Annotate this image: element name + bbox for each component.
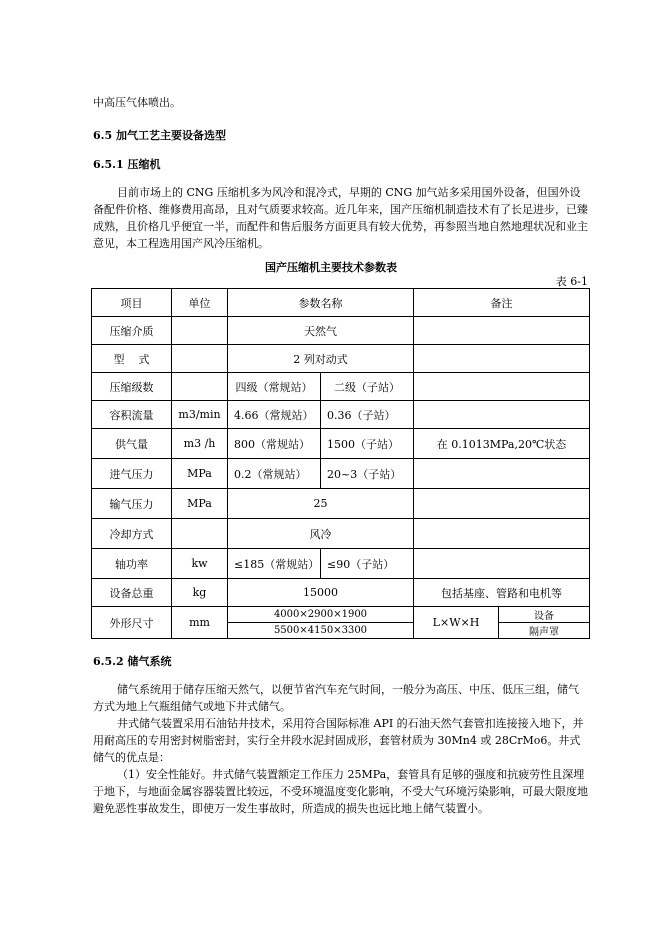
row-param: 25 — [228, 489, 414, 519]
table-title: 国产压缩机主要技术参数表 — [265, 261, 397, 274]
row-param-2: 1500（子站） — [321, 429, 414, 459]
row-item: 外形尺寸 — [92, 607, 172, 639]
row-note-bottom: 隔声罩 — [499, 623, 590, 639]
row-note-top: 设备 — [499, 607, 590, 623]
table-header-row — [92, 289, 590, 317]
row-unit: kg — [172, 579, 228, 607]
table-row — [92, 607, 590, 623]
header-cell: 参数名称 — [228, 289, 414, 317]
header-cell: 备注 — [414, 289, 590, 317]
row-unit: MPa — [172, 489, 228, 519]
section-heading-6-5-2: 6.5.2 储气系统 — [93, 655, 172, 668]
row-note — [414, 489, 590, 519]
row-param: 15000 — [228, 579, 414, 607]
row-param: 2 列对动式 — [228, 345, 414, 373]
row-note — [414, 317, 590, 345]
table-row — [92, 459, 590, 489]
row-unit — [172, 373, 228, 401]
row-note: 在 0.1013MPa,20℃状态 — [414, 429, 590, 459]
table-row — [92, 345, 590, 373]
row-item: 进气压力 — [92, 459, 172, 489]
table-row — [92, 579, 590, 607]
row-param-1: 800（常规站） — [228, 429, 321, 459]
table-row — [92, 519, 590, 549]
compressor-spec-table — [91, 288, 590, 639]
row-item: 容积流量 — [92, 401, 172, 429]
row-item: 供气量 — [92, 429, 172, 459]
row-note — [414, 459, 590, 489]
row-unit: kw — [172, 549, 228, 579]
table-number: 表 6-1 — [555, 275, 588, 288]
row-param-1: 0.2（常规站） — [228, 459, 321, 489]
row-param-bottom: 5500×4150×3300 — [228, 623, 414, 639]
table-row — [92, 429, 590, 459]
paragraph-storage-2: 井式储气装置采用石油钻井技术，采用符合国际标准 API 的石油天然气套管扣连接接入地下，并用耐高压的专用密封树脂密封，实行全井段水泥封固成形，套管材质为 30Mn4 或 28CrMo6。井式储气的优点是： — [93, 717, 584, 764]
row-unit — [172, 345, 228, 373]
row-unit — [172, 317, 228, 345]
row-item: 压缩介质 — [92, 317, 172, 345]
row-unit: m3 /h — [172, 429, 228, 459]
paragraph-compressor: 目前市场上的 CNG 压缩机多为风冷和混冷式，早期的 CNG 加气站多采用国外设备，但国外设备配件价格、维修费用高昂，且对气质要求较高。近几年来，国产压缩机制造技术有了长足进步，已臻成熟，且价格几乎便宜一半，而配件和售后服务方面更具有较大优势，再参照当地自然地理状况和业主意见，本工程选用国产风冷压缩机。 — [93, 186, 588, 250]
section-heading-6-5-1: 6.5.1 压缩机 — [93, 158, 161, 171]
row-unit: mm — [172, 607, 228, 639]
row-param-2: ≤90（子站） — [321, 549, 414, 579]
row-param-1: 四级（常规站） — [228, 373, 321, 401]
row-param-top: 4000×2900×1900 — [228, 607, 414, 623]
header-cell: 单位 — [172, 289, 228, 317]
table-row — [92, 549, 590, 579]
header-cell: 项目 — [92, 289, 172, 317]
row-param: 天然气 — [228, 317, 414, 345]
row-param: 风冷 — [228, 519, 414, 549]
row-param-1: 4.66（常规站） — [228, 401, 321, 429]
table-row — [92, 317, 590, 345]
row-note — [414, 345, 590, 373]
row-item: 压缩级数 — [92, 373, 172, 401]
section-heading-6-5: 6.5 加气工艺主要设备选型 — [93, 129, 226, 142]
row-note: 包括基座、管路和电机等 — [414, 579, 590, 607]
table-row — [92, 489, 590, 519]
row-unit — [172, 519, 228, 549]
top-line: 中高压气体喷出。 — [93, 96, 181, 109]
row-unit: MPa — [172, 459, 228, 489]
row-param-1: ≤185（常规站） — [228, 549, 321, 579]
row-param-2: 20~3（子站） — [321, 459, 414, 489]
row-param-2: 二级（子站） — [321, 373, 414, 401]
paragraph-storage-3: （1）安全性能好。井式储气装置额定工作压力 25MPa，套管具有足够的强度和抗疲劳性且深埋于地下，与地面金属容器装置比较远，不受环境温度变化影响，不受大气环境污染影响，可最大限度地避免恶性事故发生，即使万一发生事故时，所造成的损失也远比地上储气装置小。 — [93, 768, 588, 815]
row-unit: m3/min — [172, 401, 228, 429]
row-note — [414, 401, 590, 429]
table-row — [92, 373, 590, 401]
row-param-2: 0.36（子站） — [321, 401, 414, 429]
row-note — [414, 373, 590, 401]
table-row — [92, 401, 590, 429]
row-item: 设备总重 — [92, 579, 172, 607]
paragraph-storage-1: 储气系统用于储存压缩天然气，以便节省汽车充气时间，一般分为高压、中压、低压三组，储气方式为地上气瓶组储气或地下井式储气。 — [93, 683, 579, 713]
row-note — [414, 549, 590, 579]
row-item: 输气压力 — [92, 489, 172, 519]
row-item: 型 式 — [92, 345, 172, 373]
row-note — [414, 519, 590, 549]
row-item: 冷却方式 — [92, 519, 172, 549]
row-item: 轴功率 — [92, 549, 172, 579]
row-note: L×W×H — [414, 607, 499, 639]
